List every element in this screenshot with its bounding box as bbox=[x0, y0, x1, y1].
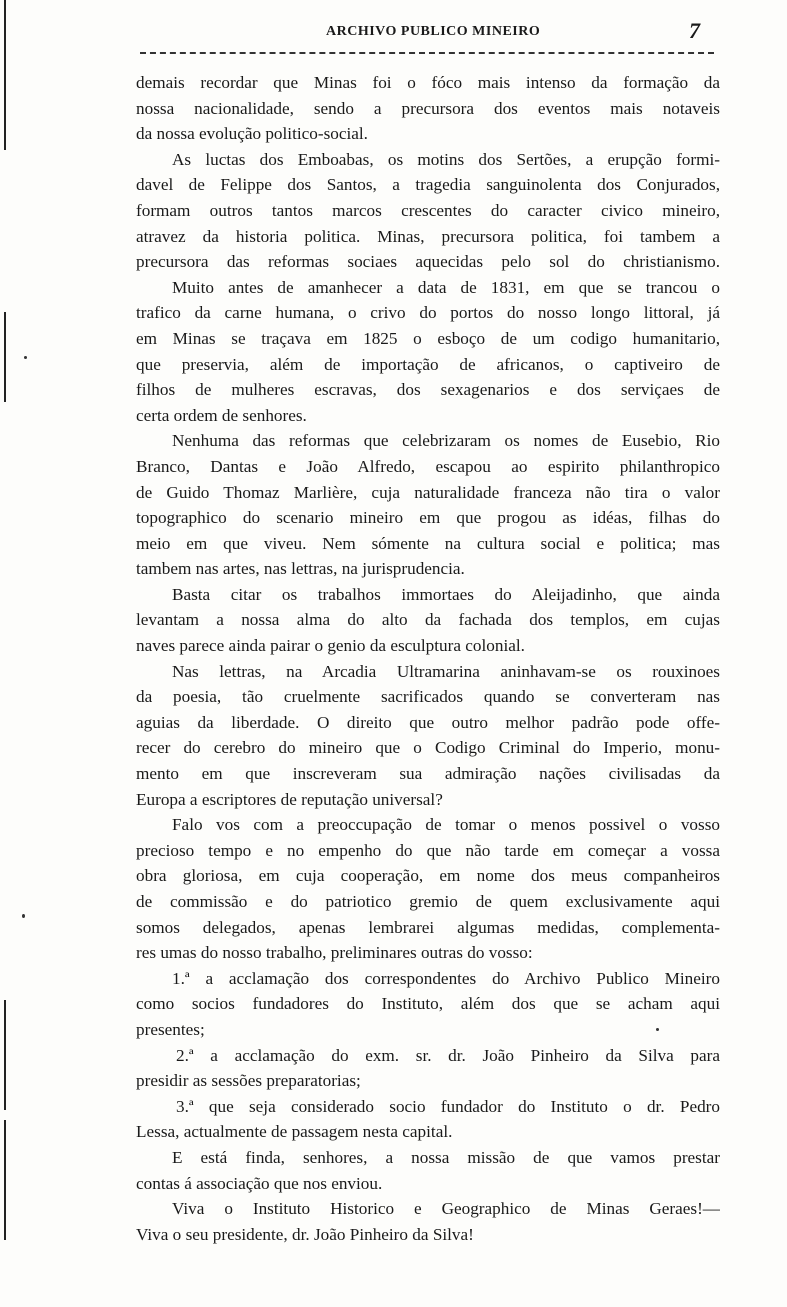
text-line: nossa nacionalidade, sendo a precursora dos eventos mais notaveis bbox=[136, 98, 720, 118]
text-line: contas á associação que nos enviou. bbox=[136, 1173, 383, 1193]
text-line: davel de Felippe dos Santos, a tragedia sanguinolenta dos Conjurados, bbox=[136, 175, 720, 195]
edge-mark bbox=[4, 1000, 6, 1110]
text-line: res umas do nosso trabalho, preliminares outras do vosso: bbox=[136, 943, 533, 963]
text-line: meio em que viveu. Nem sómente na cultura social e politica; mas bbox=[136, 533, 720, 553]
text-line: obra gloriosa, em cuja cooperação, em nome dos meus companheiros bbox=[136, 866, 720, 886]
text-line: presentes; bbox=[136, 1019, 205, 1039]
text-line: topographico do scenario mineiro em que progou as idéas, filhas do bbox=[136, 508, 720, 528]
text-line: formam outros tantos marcos crescentes do caracter civico mineiro, bbox=[136, 200, 720, 220]
edge-mark bbox=[4, 1120, 6, 1240]
text-line: aguias da liberdade. O direito que outro melhor padrão pode offe- bbox=[136, 712, 720, 732]
text-line: da nossa evolução politico-social. bbox=[136, 124, 368, 144]
text-line: naves parece ainda pairar o genio da esculptura colonial. bbox=[136, 636, 525, 656]
text-line: de Guido Thomaz Marlière, cuja naturalidade franceza não tira o valor bbox=[136, 482, 720, 502]
text-line: mento em que inscreveram sua admiração nações civilisadas da bbox=[136, 764, 720, 784]
text-line: recer do cerebro do mineiro que o Codigo Criminal do Imperio, monu- bbox=[136, 738, 720, 758]
scan-speck bbox=[24, 356, 27, 359]
text-line: Viva o seu presidente, dr. João Pinheiro da Silva! bbox=[136, 1224, 474, 1244]
text-line: 3.ª que seja considerado socio fundador do Instituto o dr. Pedro bbox=[176, 1096, 720, 1116]
text-line: que preservia, além de importação de africanos, o captiveiro de bbox=[136, 354, 720, 374]
text-line: demais recordar que Minas foi o fóco mais intenso da formação da bbox=[136, 73, 720, 92]
text-line: de commissão e do patriotico gremio de quem exclusivamente aqui bbox=[136, 892, 720, 911]
text-line: presidir as sessões preparatorias; bbox=[136, 1071, 361, 1091]
text-line: Viva o Instituto Historico e Geographico de Minas Geraes!— bbox=[172, 1199, 720, 1219]
text-line: da poesia, tão cruelmente sacrificados quando se converteram nas bbox=[136, 687, 720, 707]
text-line: Branco, Dantas e João Alfredo, escapou ao espirito philanthropico bbox=[136, 456, 720, 476]
text-line: Basta citar os trabalhos immortaes do Aleijadinho, que ainda bbox=[172, 584, 720, 604]
text-line: As luctas dos Emboabas, os motins dos Sertões, a erupção formi- bbox=[172, 149, 720, 169]
page-header bbox=[138, 20, 718, 50]
text-line: Nas lettras, na Arcadia Ultramarina aninhavam-se os rouxinoes bbox=[172, 661, 720, 681]
page-number: 7 bbox=[689, 18, 700, 43]
text-line: certa ordem de senhores. bbox=[136, 405, 307, 425]
text-line: precursora das reformas sociaes aquecidas pelo sol do christianismo. bbox=[136, 252, 720, 272]
running-head: ARCHIVO PUBLICO MINEIRO bbox=[326, 24, 541, 39]
edge-mark bbox=[4, 0, 6, 150]
page-edge-marks bbox=[0, 0, 14, 1307]
text-line: 1.ª a acclamação dos correspondentes do Archivo Publico Mineiro bbox=[172, 968, 720, 988]
body-text bbox=[136, 70, 720, 1247]
scan-speck bbox=[22, 914, 25, 918]
text-line: trafico da carne humana, o crivo do portos do nosso longo littoral, já bbox=[136, 303, 720, 323]
header-rule bbox=[140, 52, 714, 54]
text-line: Nenhuma das reformas que celebrizaram os nomes de Eusebio, Rio bbox=[172, 431, 720, 451]
text-line: Lessa, actualmente de passagem nesta capital. bbox=[136, 1122, 453, 1142]
text-line: filhos de mulheres escravas, dos sexagenarios e dos serviçaes de bbox=[136, 380, 720, 400]
text-line: Europa a escriptores de reputação universal? bbox=[136, 789, 443, 809]
text-line: 2.ª a acclamação do exm. sr. dr. João Pinheiro da Silva para bbox=[176, 1045, 720, 1065]
text-line: tambem nas artes, nas lettras, na jurisprudencia. bbox=[136, 559, 465, 579]
edge-mark bbox=[4, 312, 6, 402]
text-line: Falo vos com a preoccupação de tomar o menos possivel o vosso bbox=[172, 815, 720, 835]
text-line: Muito antes de amanhecer a data de 1831, em que se trancou o bbox=[172, 277, 720, 297]
text-line: em Minas se traçava em 1825 o esboço de um codigo humanitario, bbox=[136, 328, 720, 348]
text-line: precioso tempo e no empenho do que não tarde em começar a vossa bbox=[136, 840, 720, 860]
text-line: como socios fundadores do Instituto, além dos que se acham aqui bbox=[136, 994, 720, 1014]
text-line: E está finda, senhores, a nossa missão de que vamos prestar bbox=[172, 1147, 720, 1167]
text-line: atravez da historia politica. Minas, precursora politica, foi tambem a bbox=[136, 226, 720, 246]
text-line: levantam a nossa alma do alto da fachada dos templos, em cujas bbox=[136, 610, 720, 630]
text-line: somos delegados, apenas lembrarei algumas medidas, complementa- bbox=[136, 917, 720, 937]
